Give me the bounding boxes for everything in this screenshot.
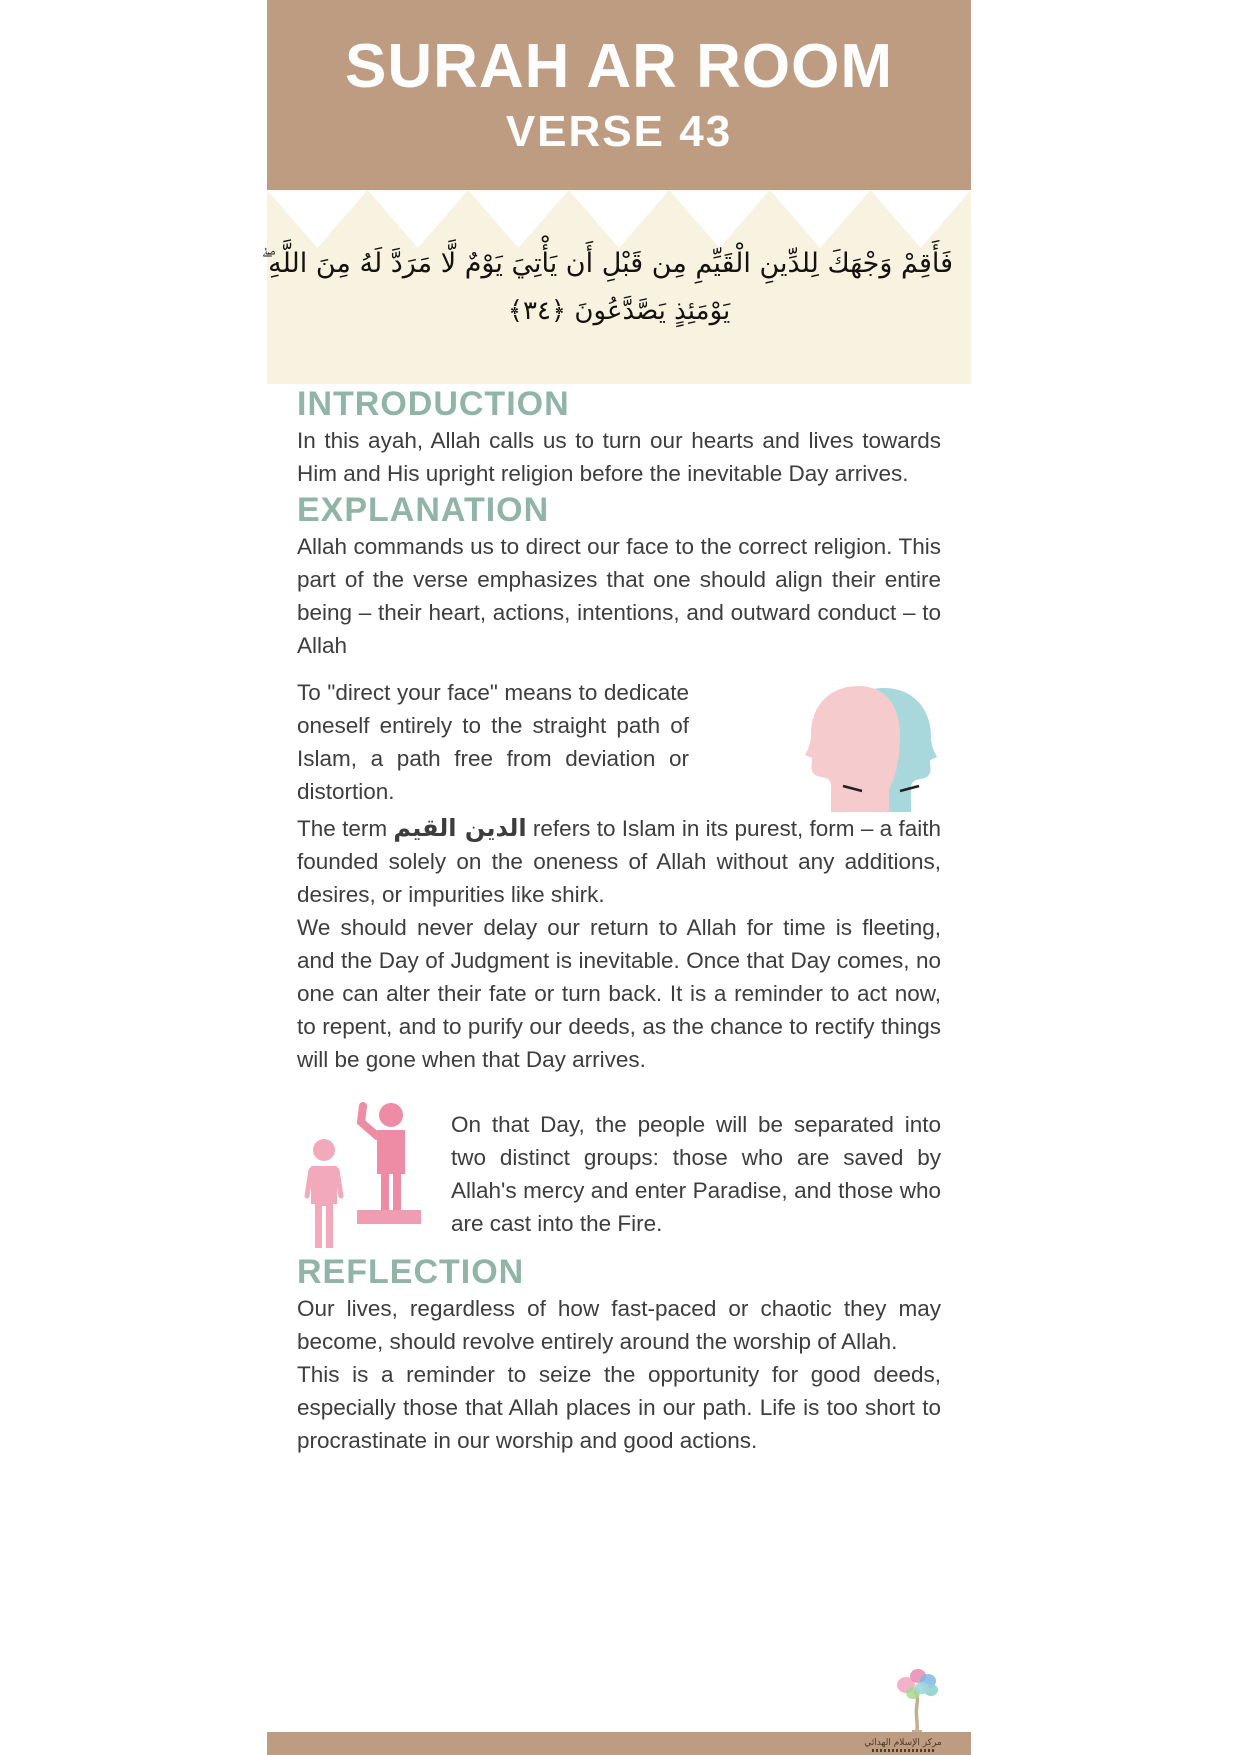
infographic-page (261, 0, 971, 1755)
footer-logo-text (855, 1738, 951, 1752)
explanation-paragraph-5: On that Day, the people will be separated into two distinct groups: those who are saved by Allah's mercy and enter Paradise, and those who are cast into the Fire. (451, 1112, 941, 1236)
explanation-paragraph-4: We should never delay our return to Allah for time is fleeting, and the Day of Judgment is inevitable. Once that Day comes, no one can alter their fate or turn back. It is a reminder to act now, to repent, and to purify our deeds, as the chance to rectify things will be gone when that Day arrives. (297, 915, 941, 1072)
paragraph-3-text-before: The term (297, 816, 394, 841)
footer-bar (267, 1732, 971, 1755)
explanation-paragraph-2: To "direct your face" means to dedicate oneself entirely to the straight path of Islam, a path free from deviation or distortion. (297, 680, 689, 804)
explanation-row-with-figures (297, 1090, 941, 1252)
reflection-paragraph-2: This is a reminder to seize the opportunity for good deeds, especially those that Allah places in our path. Life is too short to procrastinate in our worship and good actions. (297, 1362, 941, 1453)
paragraph-3-text-after: refers to Islam in its purest, form – a faith founded solely on the oneness of Allah without any additions, desires, or impurities like shirk. (297, 816, 941, 907)
explanation-heading: EXPLANATION (297, 491, 550, 529)
tree-logo-icon (891, 1668, 943, 1732)
content-column (267, 384, 971, 1457)
introduction-heading: INTRODUCTION (297, 385, 570, 423)
reflection-paragraph-1: Our lives, regardless of how fast-paced or chaotic they may become, should revolve entirely around the worship of Allah. (297, 1296, 941, 1354)
introduction-paragraph: In this ayah, Allah calls us to turn our hearts and lives towards Him and His upright religion before the inevitable Day arrives. (297, 428, 941, 486)
reflection-heading: REFLECTION (297, 1253, 525, 1291)
page-title: SURAH AR ROOM (344, 32, 894, 101)
paragraph-3-arabic-term: الدين القيم (393, 814, 527, 842)
explanation-row-with-heads (297, 676, 941, 812)
verse-panel (261, 190, 971, 384)
two-head-profiles-icon (801, 684, 941, 812)
page-header (267, 0, 971, 190)
footer-logo-arabic-text: مركز الإسلام الهدائي (864, 1738, 942, 1748)
explanation-paragraph-3 (297, 812, 941, 911)
two-groups-people-icon (297, 1100, 427, 1252)
explanation-paragraph-1: Allah commands us to direct our face to the correct religion. This part of the verse emphasizes that one should align their entire being – their heart, actions, intentions, and outward conduct – to Allah (297, 534, 941, 658)
page-subtitle: VERSE 43 (505, 107, 733, 156)
footer-logo-subtext-line (872, 1749, 934, 1752)
verse-arabic-line1: فَأَقِمْ وَجْهَكَ لِلدِّينِ الْقَيِّمِ مِن قَبْلِ أَن يَأْتِيَ يَوْمٌ لَّا مَرَدَّ لَهُ مِنَ اللَّهِ ۖ (261, 248, 953, 279)
verse-arabic-line2: يَوْمَئِذٍ يَصَّدَّعُونَ ﴿٤٣﴾ (507, 296, 731, 326)
